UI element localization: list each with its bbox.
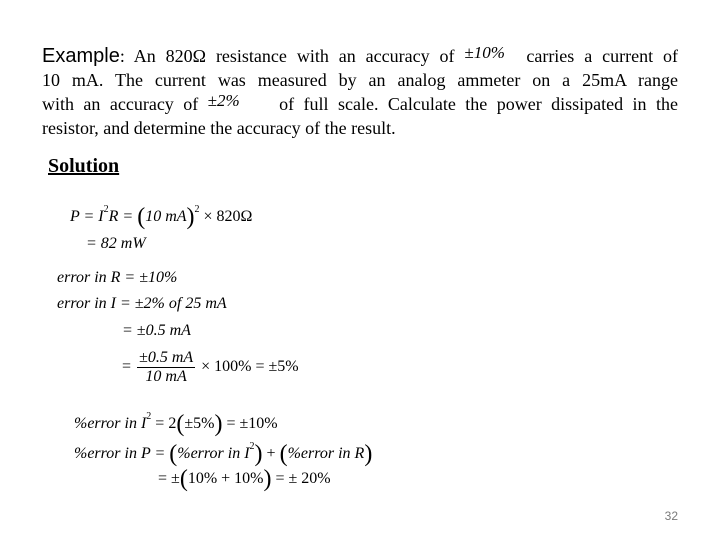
fraction-numerator: ±0.5 mA bbox=[139, 349, 194, 366]
solution-heading: Solution bbox=[48, 155, 120, 177]
problem-statement bbox=[42, 44, 678, 140]
equation-error-i-percent: = $\frac{\pm 0.5 mA}{10 mA}$ × 100% = ±5% bbox=[122, 349, 299, 385]
equation-error-i-ma: = ±0.5 mA bbox=[122, 322, 191, 339]
equation-error-i-squared: %error in $I^2 = 2(\pm 5\%) = \pm 10\%$ bbox=[74, 411, 278, 437]
equation-error-i: error in I = ±2% of 25 mA bbox=[57, 295, 227, 312]
page-number: 32 bbox=[664, 509, 678, 523]
accuracy-value-resistor: ±10% bbox=[464, 43, 505, 62]
equation-power: $P = I^2R = (10$ mA)$^2$ × 820Ω bbox=[70, 204, 253, 230]
equation-error-p: %error in P = (%error in $I^2$) + (%error in R) bbox=[74, 441, 373, 467]
fraction-denominator: 10 mA bbox=[145, 368, 187, 385]
equation-error-r: error in R = ±10% bbox=[57, 269, 178, 286]
equation-error-p-result: = ±(10% + 10%) = ± 20% bbox=[158, 466, 331, 492]
problem-line-1: Example: An 820Ω resistance with an accuracy of ±10% carries a current of bbox=[42, 43, 679, 67]
accuracy-value-ammeter: ±2% bbox=[207, 91, 240, 110]
problem-line-3: with an accuracy of ±2% of full scale. Calculate the power dissipated in the bbox=[42, 91, 678, 114]
problem-line-2: 10 mA. The current was measured by an analog ammeter on a 25mA range bbox=[42, 70, 678, 90]
equation-power-result: = 82 mW bbox=[86, 235, 146, 252]
fraction bbox=[137, 349, 195, 386]
problem-line-4: resistor, and determine the accuracy of the result. bbox=[42, 118, 396, 138]
example-label: Example bbox=[42, 45, 120, 67]
